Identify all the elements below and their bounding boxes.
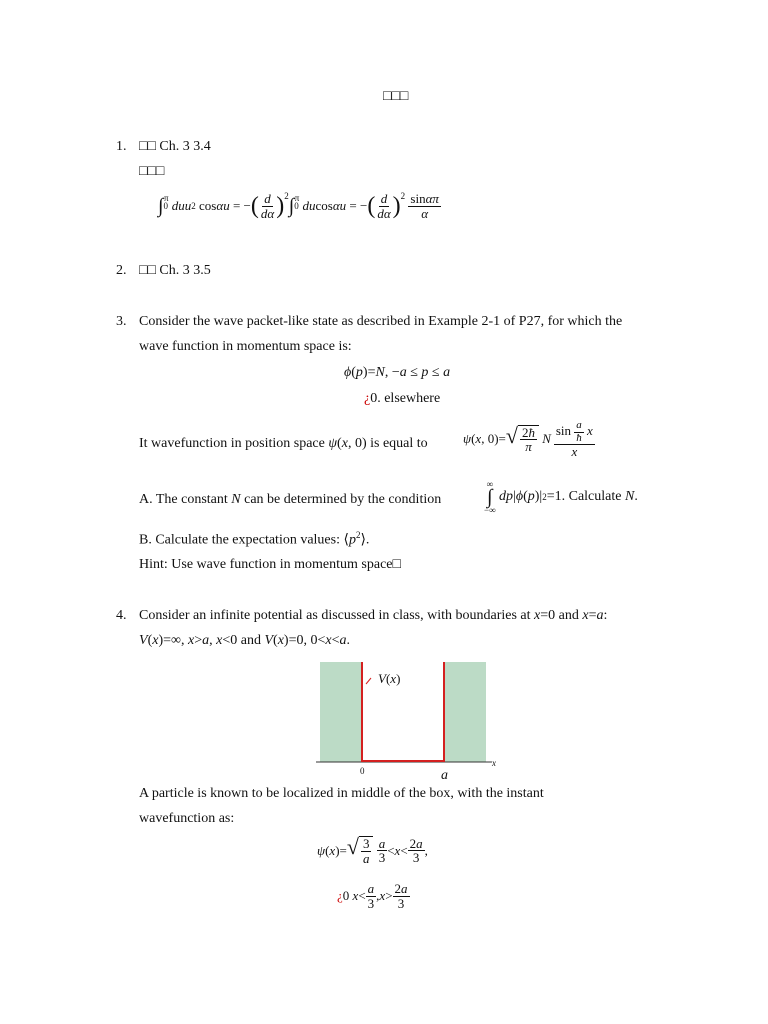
right-wall-shade: [444, 662, 486, 762]
page-title: □□□: [383, 89, 409, 104]
item-2-label: □□ Ch. 3 3.5: [139, 263, 211, 278]
part-b: B. Calculate the expectation values: $⟨p^2⟩$.: [139, 530, 370, 548]
item-1-hint-label: □□□: [139, 164, 165, 179]
position-wavefunction-text: It wavefunction in position space ψ(x, 0) is equal to: [139, 436, 428, 451]
left-wall-shade: [320, 662, 362, 762]
normalization-integral: ∞ ∫ −∞ dp | ϕ ( p )| 2 =1 . Calculate N .: [484, 479, 638, 516]
pointer-mark: [366, 678, 371, 684]
instant-wavefunction: ψ ( x )= √ $\frac{3}{a}$ $\frac{a}{3}$ < x < $\frac{2a}{3}$ ,: [317, 834, 428, 866]
item-3-line-2: wave function in momentum space is:: [139, 339, 352, 354]
part-b-hint: Hint: Use wave function in momentum space□: [139, 557, 401, 572]
item-2-number: 2.: [116, 263, 127, 278]
item-4-particle-line-1: A particle is known to be localized in middle of the box, with the instant: [139, 786, 544, 801]
item-4-number: 4.: [116, 608, 127, 623]
instant-wavefunction-elsewhere: ¿ 0 x < $\frac{a}{3}$ , x > $\frac{2a}{3}$: [337, 881, 408, 911]
infinite-well-figure: [314, 658, 504, 788]
item-3-line-1: Consider the wave packet-like state as described in Example 2-1 of P27, for which the: [139, 314, 623, 329]
figure-a-label: a: [441, 768, 448, 783]
item-3-number: 3.: [116, 314, 127, 329]
item-1-label: □□ Ch. 3 3.4: [139, 139, 211, 154]
item-4-line-2: V(x)=∞, x>a, x<0 and V(x)=0, 0<x<a.: [139, 633, 350, 648]
item-1-number: 1.: [116, 139, 127, 154]
item-4-line-1: Consider an infinite potential as discussed in class, with boundaries at x=0 and x=a:: [139, 608, 608, 623]
momentum-wavefunction: ϕ(p)=N, −a ≤ p ≤ a: [344, 365, 451, 380]
integral-equation: ∫ 0 $^\pi$ duu 2 cos αu = − ( $\frac{d}{d\alpha}$ ) $^2$ ∫ 0 $^\pi$ du cos αu = − ( $\frac{d}{d\alpha}$ ) $^2$ $\frac{\sin\alpha\pi}{\alpha}$: [158, 191, 439, 221]
item-4-particle-line-2: wavefunction as:: [139, 811, 235, 826]
figure-x-end-label: x: [492, 758, 496, 768]
position-wavefunction-formula: ψ ( x , 0)= √ $\frac{2ħ}{\pi}$ N sin $\frac{a}{ħ}$ x x: [463, 419, 593, 460]
part-a: A. The constant N can be determined by the condition: [139, 492, 442, 507]
figure-origin-label: 0: [360, 766, 365, 776]
elsewhere-line: ¿0. elsewhere: [364, 391, 441, 406]
figure-ylabel: V(x): [378, 671, 401, 686]
